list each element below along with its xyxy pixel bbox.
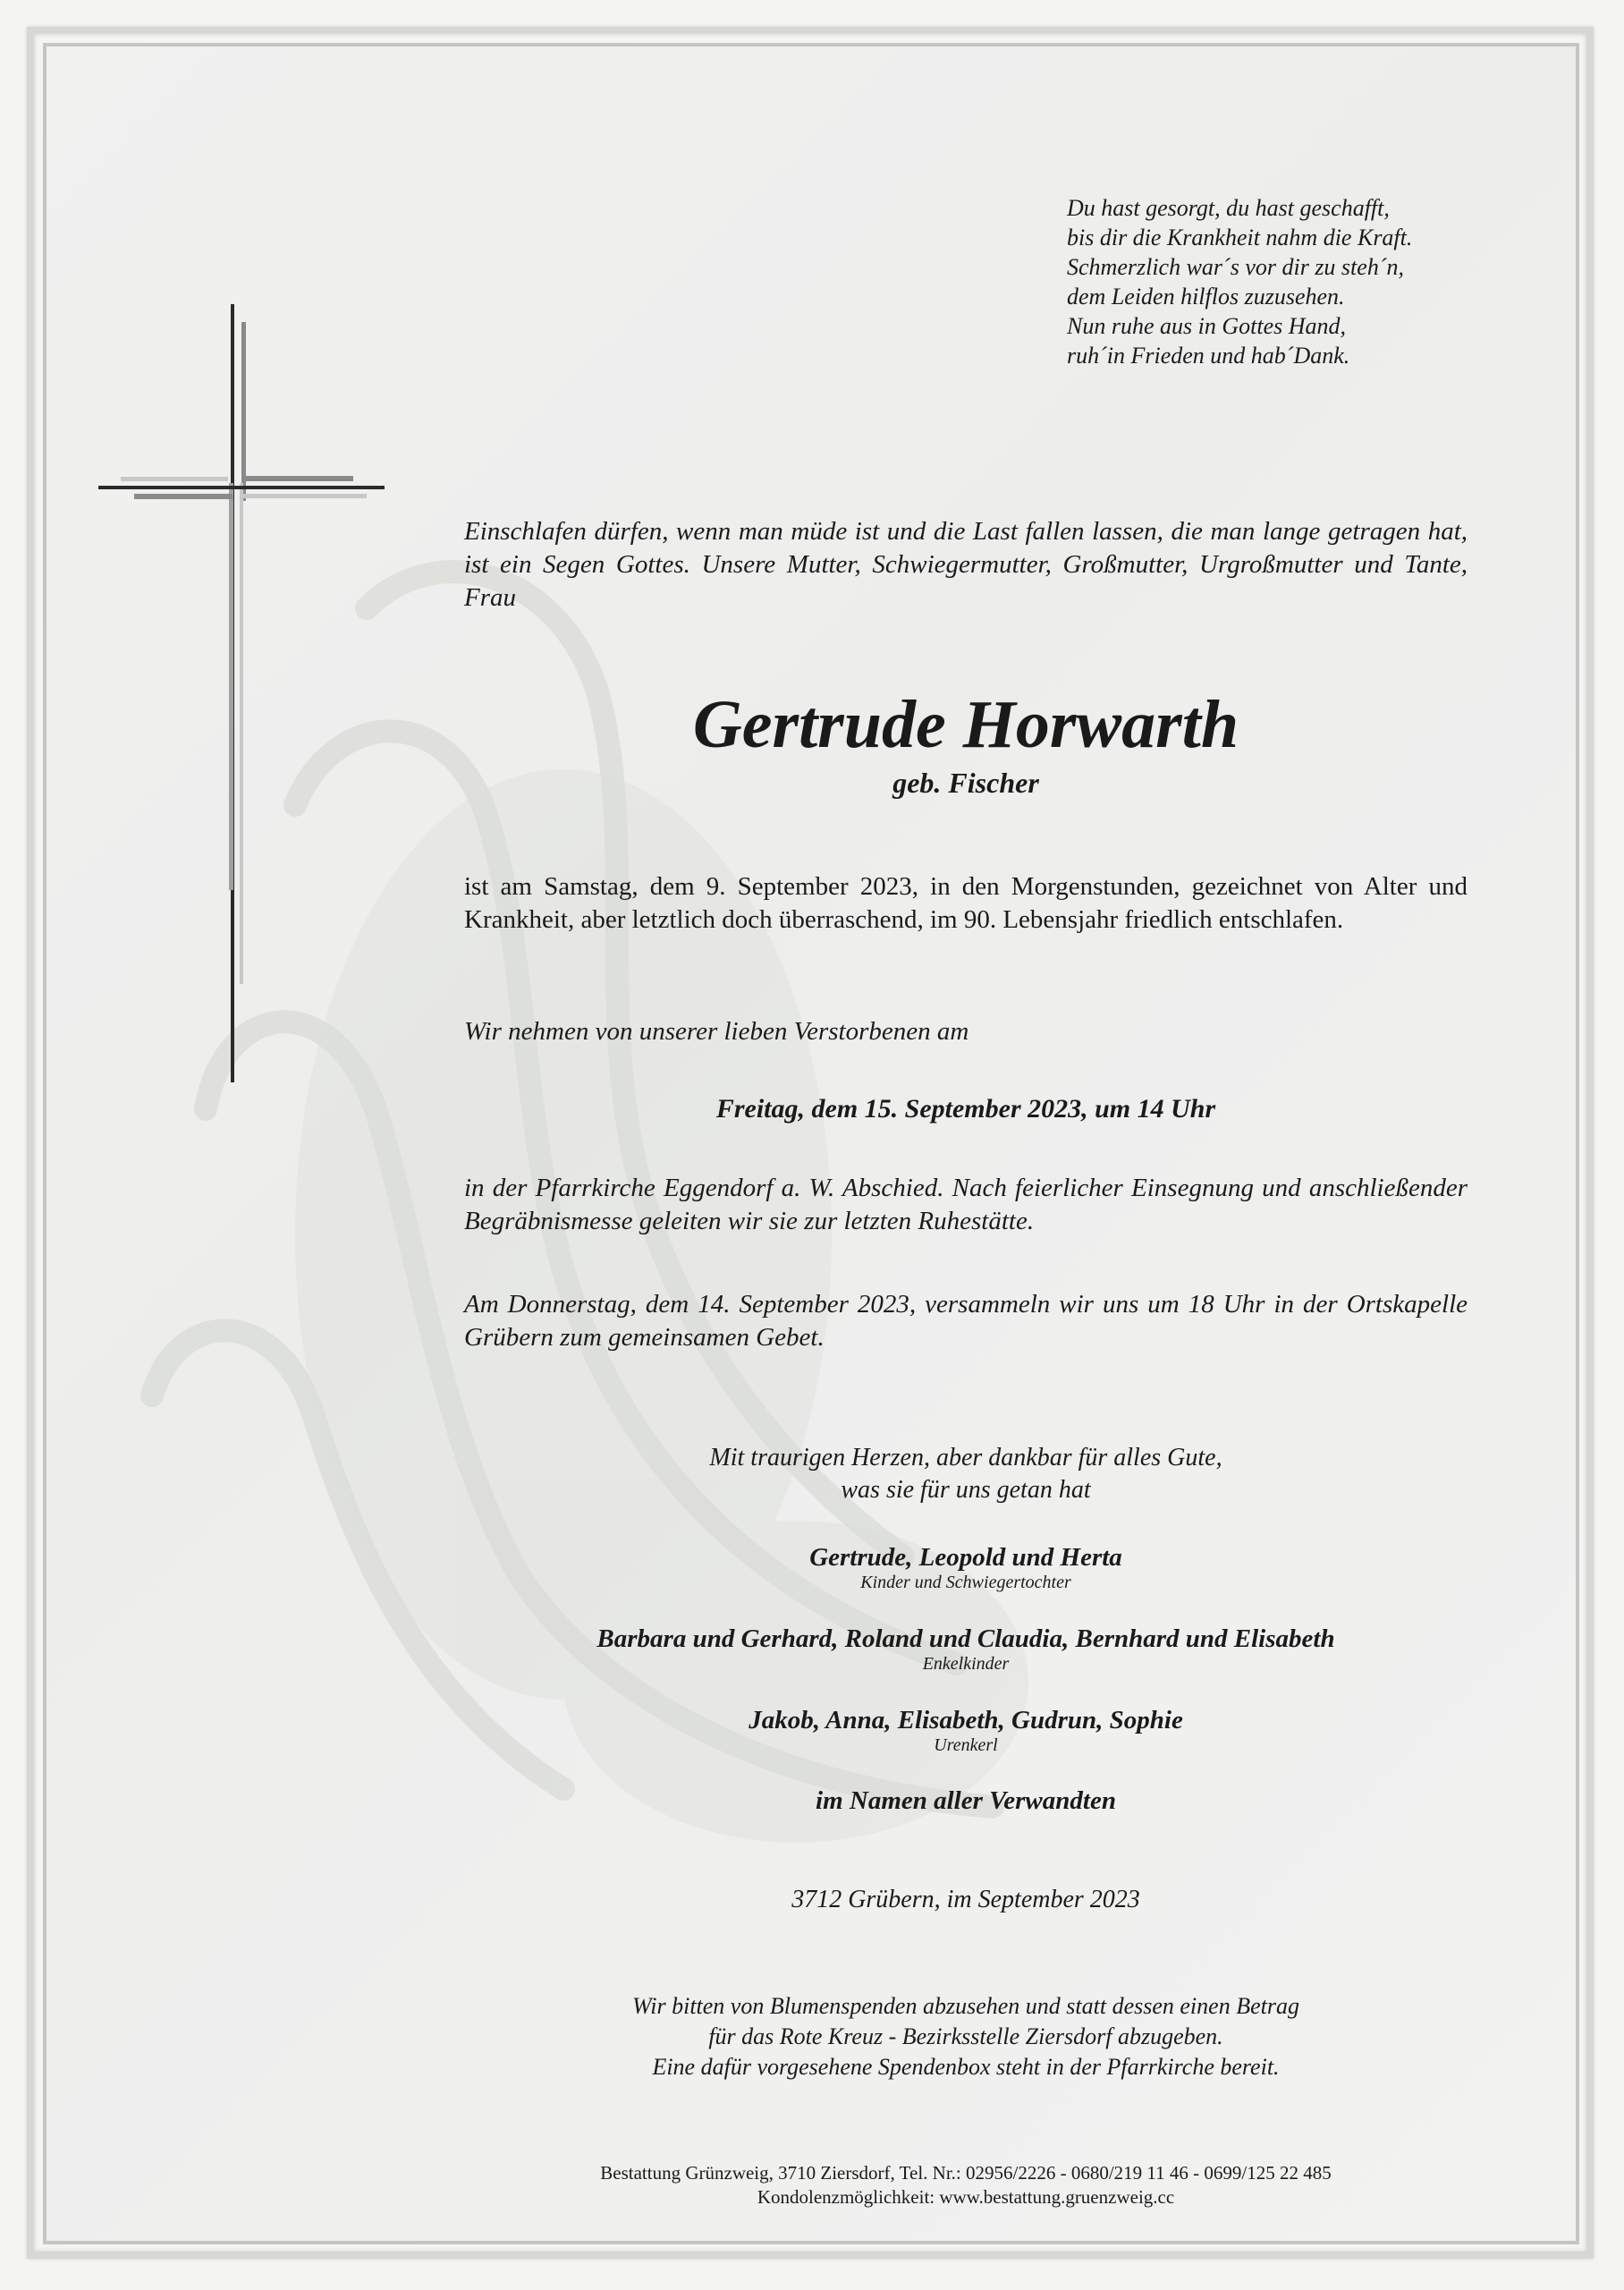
poem-line: dem Leiden hilflos zuzusehen. [1067,284,1345,310]
family-group [464,1624,1468,1674]
signoff-line: was sie für uns getan hat [841,1476,1091,1504]
signoff [464,1442,1468,1506]
maiden-name: geb. Fischer [892,767,1039,799]
place-date: 3712 Grübern, im September 2023 [791,1886,1140,1913]
family-names: Barbara und Gerhard, Roland und Claudia, Bernhard und Elisabeth [596,1624,1335,1653]
poem-line: ruh´in Frieden und hab´Dank. [1067,343,1350,369]
poem-line: Du hast gesorgt, du hast geschafft, [1067,195,1390,221]
family-group [464,1705,1468,1755]
prayer-text: Am Donnerstag, dem 14. September 2023, versammeln wir uns um 18 Uhr in der Ortskapelle Grübern zum gemeinsamen Gebet. [464,1290,1468,1352]
family-names: Gertrude, Leopold und Herta [809,1543,1122,1572]
family-role: Enkelkinder [922,1654,1010,1674]
poem-line: Schmerzlich war´s vor dir zu steh´n, [1067,254,1404,280]
family-group [464,1542,1468,1592]
signoff-line: Mit traurigen Herzen, aber dankbar für alles Gute, [709,1444,1222,1472]
flower-request [464,1991,1468,2082]
family-role: Kinder und Schwiegertochter [860,1573,1071,1592]
intro-text: Einschlafen dürfen, wenn man müde ist und die Last fallen lassen, die man lange getragen hat, ist ein Segen Gottes. Unsere Mutter, Schwiegermutter, Großmutter, Urgroßmutter und Tante, Frau [464,517,1468,612]
deceased-name: Gertrude Horwarth [692,687,1239,762]
poem [1067,193,1514,370]
on-behalf-line: im Namen aller Verwandten [816,1786,1116,1815]
family-names: Jakob, Anna, Elisabeth, Gudrun, Sophie [749,1706,1183,1734]
flower-request-line: Wir bitten von Blumenspenden abzusehen und statt dessen einen Betrag [632,1993,1299,2019]
footer-contact: Bestattung Grünzweig, 3710 Ziersdorf, Tel. Nr.: 02956/2226 - 0680/219 11 46 - 0699/125 22 485 [600,2162,1332,2184]
cross-icon [98,304,393,1082]
farewell-intro: Wir nehmen von unserer lieben Verstorbenen am [464,1017,969,1046]
funeral-home-footer [464,2161,1468,2209]
family-role: Urenkerl [934,1735,998,1755]
death-notice: ist am Samstag, dem 9. September 2023, in den Morgenstunden, gezeichnet von Alter und Krankheit, aber letztlich doch überraschend, im 90. Lebensjahr friedlich entschlafen. [464,872,1468,934]
church-text: in der Pfarrkirche Eggendorf a. W. Abschied. Nach feierlicher Einsegnung und anschließender Begräbnismesse geleiten wir sie zur letzten Ruhestätte. [464,1174,1468,1235]
poem-line: bis dir die Krankheit nahm die Kraft. [1067,225,1413,250]
footer-condolence: Kondolenzmöglichkeit: www.bestattung.gruenzweig.cc [757,2186,1175,2208]
flower-request-line: Eine dafür vorgesehene Spendenbox steht in der Pfarrkirche bereit. [652,2054,1280,2080]
poem-line: Nun ruhe aus in Gottes Hand, [1067,313,1346,339]
flower-request-line: für das Rote Kreuz - Bezirksstelle Ziersdorf abzugeben. [708,2023,1223,2049]
funeral-date: Freitag, dem 15. September 2023, um 14 Uhr [715,1094,1216,1124]
